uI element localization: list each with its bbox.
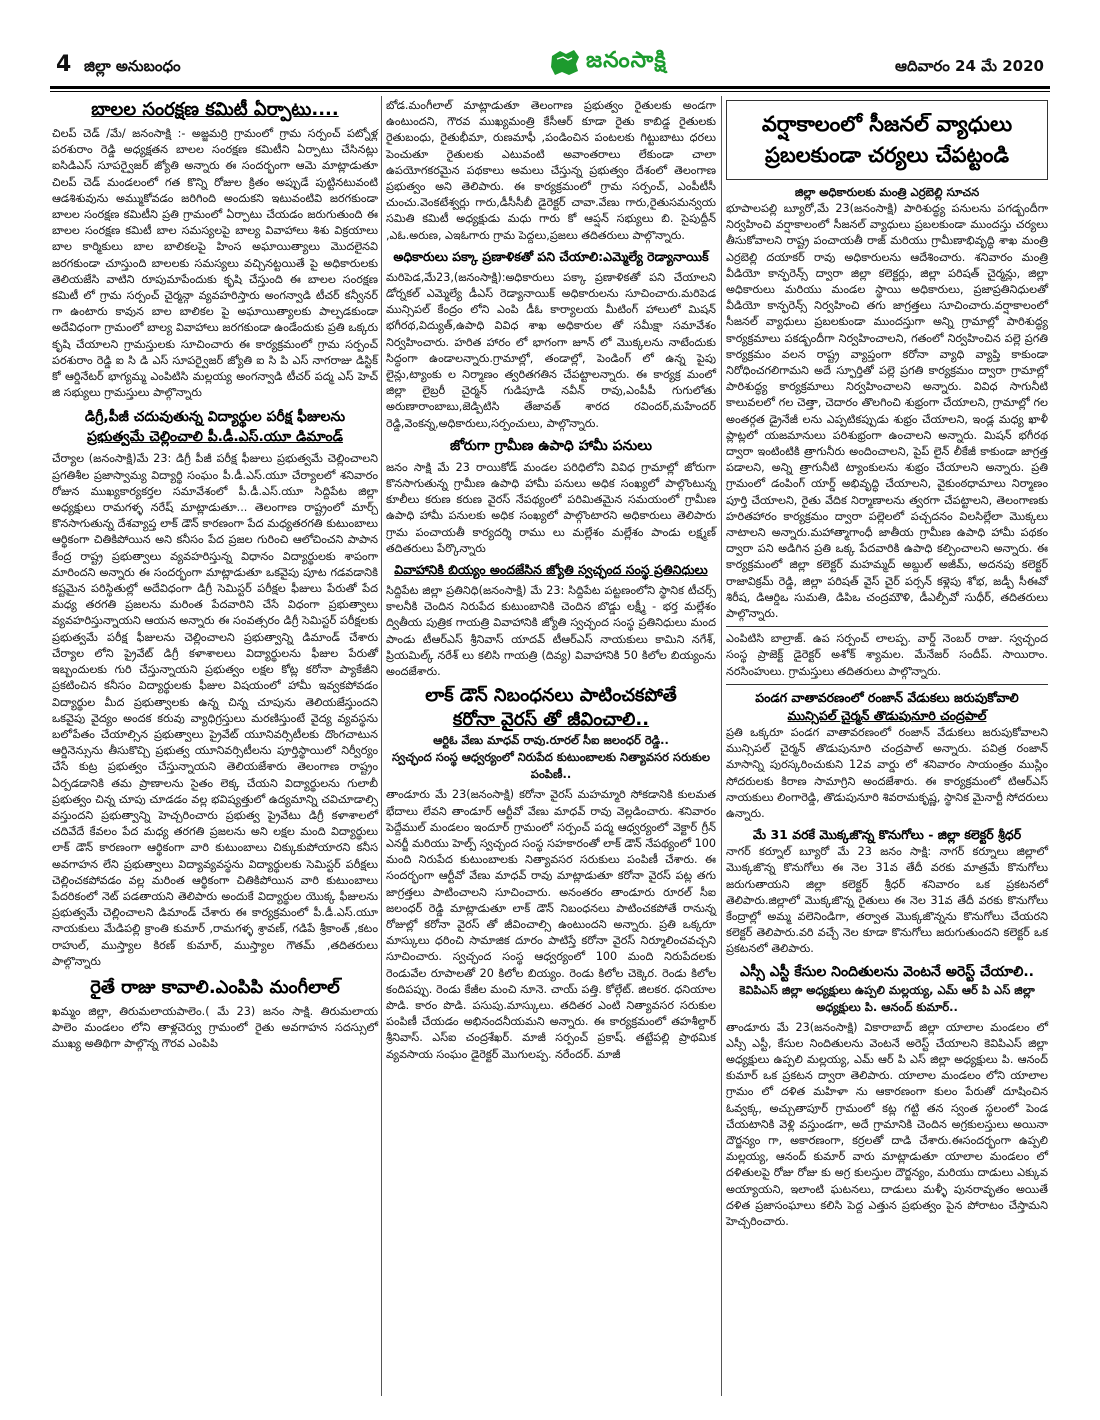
article-body: ఖమ్మం జిల్లా, తిరుమలాయపాలెం.( మే 23) జనం సాక్షి. తిరుమలాయ పాలెం మండలం లోని తాళ్లచెర్వు గ్రామంలో రైతు అవగాహన సదస్సులో ముఖ్య అతిథిగా పాల్గొన్న గౌరవ ఎంపిపి — [52, 1004, 378, 1051]
article-headline: అధికారులు పక్కా ప్రణాళికతో పని చేయాలి:ఎమ్మెల్యే రెడ్యానాయిక్ — [393, 248, 709, 264]
article-headline: బాలల సంరక్షణ కమిటీ ఏర్పాటు.... — [91, 99, 339, 120]
article-headline: మే 31 వరకే మొక్కజొన్న కొనుగోలు - జిల్లా కలెక్టర్ శ్రీధర్ — [752, 827, 1022, 843]
article-headline: ఎస్సీ ఎస్టీ కేసుల నిందితులను వెంటనే అరెస్ట్ చేయాలి.. — [740, 963, 1034, 980]
article-headline: జోరుగా గ్రామీణ ఉపాధి హామీ పనులు — [450, 437, 652, 454]
column-divider — [721, 96, 722, 1396]
article-headline: పండగ వాతావరణంలో రంజాన్ వేడుకలు జరుపుకోవాలి — [755, 689, 1019, 705]
column-2 — [386, 98, 716, 1063]
article-body-continued: ఎంపిటిసి బాల్రాజ్. ఉప సర్పంచ్ లాలప్ప. వార్డ్ నెంబర్ రాజు. స్వచ్ఛంద సంస్థ ప్రాజెక్ట్ డైరెక్టర్ అశోక్ శ్యామల. మేనేజర్ సందీప్. సాయిరాం. నరసింహులు. గ్రామస్తులు తదితరులు పాల్గొన్నారు. — [726, 632, 1048, 678]
header-rule — [50, 86, 1050, 89]
lead-headline: ప్రబలకుండా చర్యలు చేపట్టండి — [765, 143, 1009, 167]
newspaper-logo — [548, 44, 667, 82]
article-subheadline: జిల్లా అధికారులకు మంత్రి ఎర్రబెల్లి సూచన — [794, 185, 980, 199]
lead-headline: వర్షాకాలంలో సీజనల్ వ్యాధులు — [761, 112, 1013, 136]
section-title: జిల్లా అనుబంధం — [84, 57, 181, 75]
logo-text: జనంసాక్షి — [586, 48, 667, 73]
article-subheadline: స్వచ్ఛంద సంస్థ ఆధ్వర్యంలో నిరుపేద కుటుంబాలకు నిత్యావసర సరుకుల పంపిణీ.. — [391, 750, 711, 782]
article-headline: మున్సిపల్ చైర్మన్ తొడుపునూరి చంద్రపాల్ — [787, 707, 987, 723]
header-rule-thin — [50, 91, 1050, 92]
column-1 — [52, 98, 378, 1053]
article-headline: కరోనా వైరస్ తో జీవించాలి.. — [452, 709, 650, 731]
article-headline: లాక్ డౌన్ నిబంధనలు పాటించకపోతే — [425, 685, 677, 707]
masthead — [50, 44, 1050, 86]
article-subheadline: ఆర్టిఓ వేణు మాధవ్ రావు.రూరల్ సీఐ జలంధర్ రెడ్డి.. — [433, 733, 669, 748]
article-body: చేర్యాల (జనంసాక్షి)మే 23: డిగ్రీ పీజీ పరీక్ష ఫీజులు ప్రభుత్వమే చెల్లించాలని ప్రగతిశీల ప్రజాస్వామ్య విద్యార్థి సంఘం పీ.డీ.ఎస్.యూ చేర్యాలలో శనివారం రోజున ముఖ్యకార్యకర్తల సమావేశంలో పీ.డీ.ఎస్.యూ సిద్దిపేట జిల్లా అధ్యక్షులు రామగళ్ళ నరేష్ మాట్లాడుతూ... తెలంగాణ రాష్ట్రంలో మార్చ్ కొనసాగుతున్న దేశవ్యాప్త లాక్ డౌన్ కారణంగా పేద మధ్యతరగతి కుటుంబాలు ఆర్థికంగా చితికిపోయిన అని కనీసం పేద ప్రజల గురించి ఆలోచించని పాపాన కేంద్ర రాష్ట్ర ప్రభుత్వాలు వ్యవహరిస్తున్న విధానం విద్యార్థులకు శాపంగా మారిందని అన్నారు ఈ సందర్భంగా మాట్లాడుతూ ఒకవైపు పూట గడవడానికి కష్టమైన పరిస్థితుల్లో అదేవిధంగా డిగ్రీ సెమిస్టర్ పరీక్షల ఫీజులు పేరుతో పేద మధ్య తరగతి ప్రజలను మరింత పేదవారిని చేసే విధంగా ప్రభుత్వాలు వ్యవహరిస్తున్నాయని ఆయన అన్నారు ఈ సంవత్సరం డిగ్రీ సెమిస్టర్ పరీక్షలకు ప్రభుత్వమే పరీక్ష ఫీజులను చెల్లించాలని ప్రభుత్వాన్ని డిమాండ్ చేశారు చేర్యాల లోని ప్రైవేట్ డిగ్రీ కళాశాలలు విద్యార్థులను ఫీజుల పేరుతో ఇబ్బందులకు గురి చేస్తున్నాయని ప్రభుత్వం లక్షల కోట్ల కరోనా ప్యాకేజీని ప్రకటించిన కనీసం విద్యార్థులకు ఫీజుల విషయంలో హామీ ఇవ్వకపోవడం విద్యార్థుల మీద ప్రభుత్వాలకు ఉన్న చిన్న చూపును తెలియజేస్తుందని ఒకవైపు వైద్యం అందక కరువు వ్యాధిగ్రస్తులు మరణిస్తుంటే వైద్య వ్యవస్థను బలోపేతం చేయాల్సిన ప్రభుత్వాలు ప్రైవేట్ యూనివర్సిటీలకు దొంగచాటున ఆర్డినెన్సును తీసుకొచ్చి ప్రభుత్వ యూనివర్సిటీలను పూర్తిస్థాయిలో నిర్వీర్యం చేసే కుట్ర ప్రభుత్వం చేస్తున్నాయని తెలియజేశారు తెలంగాణ రాష్ట్రం ఏర్పడడానికి తమ ప్రాణాలను సైతం లెక్క చేయని విద్యార్థులను గులాబీ ప్రభుత్వం చిన్న చూపు చూడడం వల్ల భవిష్యత్తులో ఉద్యమాన్ని చవిచూడాల్సి వస్తుందని ప్రభుత్వాన్ని హెచ్చరించారు ప్రభుత్వ ప్రైవేటు డిగ్రీ కళాశాలలో చదివేదే కేవలం పేద మధ్య తరగతి ప్రజలను అని లక్షల మంది విద్యార్థులు లాక్ డౌన్ కారణంగా ఆర్థికంగా వారి కుటుంబాలు చిక్కుకుపోయారని కనీస అవగాహన లేని ప్రభుత్వాలు విద్యావ్యవస్థను విద్యార్థులకు సెమిస్టర్ పరీక్షలు చెల్లించకపోవడం వల్ల మరింత ఆర్థికంగా చితికిపోయిన వారి కుటుంబాలు పేదరికంలో నెట్ పడతాయని తెలిపారు అందుకే విద్యార్థుల యొక్క ఫీజులను ప్రభుత్వమే చెల్లించాలని డిమాండ్ చేశారు ఈ కార్యక్రమంలో పీ.డీ.ఎస్.యూ నాయకులు మేడిపల్లి క్రాంతి కుమార్ ,రామగళ్ళ శ్రావణ్, గడిపే శ్రీకాంత్ ,కటం రాహుల్, ముస్త్యాల కిరణ్ కుమార్, ముస్త్యాల గౌతమ్ ,తదితరులు పాల్గొన్నారు — [52, 452, 378, 968]
article-body: భూపాలపల్లి బ్యూరో,మే 23(జనంసాక్షి) పారిశుద్ధ్య పనులను పగడ్బందీగా నిర్వహించి వర్షాకాలంలో సీజనల్ వ్యాధులు ప్రబలకుండా ముందస్తు చర్యలు తీసుకోవాలని రాష్ట్ర పంచాయతీ రాజ్ మరియు గ్రామీణాభివృద్ధి శాఖ మంత్రి ఎర్రబెల్లి దయాకర్ రావు అధికారులను ఆదేశించారు. శనివారం మంత్రి వీడియో కాన్ఫరెన్స్ ద్వారా జిల్లా కలెక్టర్లు, జిల్లా పరిషత్ చైర్మన్లు, జిల్లా అధికారులు మరియు మండల స్థాయి అధికారులు, ప్రజాప్రతినిధులతో వీడియో కాన్ఫరెన్స్ నిర్వహించి తగు జాగ్రత్తలు సూచించారు.వర్షాకాలంలో సీజనల్ వ్యాధులు ప్రబలకుండా ముందస్తుగా అన్ని గ్రామాల్లో పారిశుద్ధ్య కార్యక్రమాలు పకడ్బందీగా నిర్వహించాలని, గతంలో నిర్వహించిన పల్లె ప్రగతి కార్యక్రమం వలన రాష్ట్ర వ్యాప్తంగా కరోనా వ్యాధి వ్యాప్తి కాకుండా నిరోధించగలిగామని అదే స్ఫూర్తితో పల్లె ప్రగతి కార్యక్రమం ద్వారా గ్రామాల్లో పారిశుద్ధ్య కార్యక్రమాలు నిర్వహించాలని అన్నారు. వివిధ సాగునీటి కాలువలలో గల చెత్తా, చెదారం తొలగించి శుభ్రంగా చేయాలని, గ్రామాల్లో గల అంతర్గత డ్రైనేజీ లను ఎప్పటికప్పుడు శుభ్రం చేయాలని, ఇండ్ల మధ్య ఖాళీ ప్లాట్లలో యజమానులు పరిశుభ్రంగా ఉంచాలని అన్నారు. మిషన్ భగీరథ ద్వారా ఇంటింటికి త్రాగునీరు అందించాలని, పైప్ లైన్ లీకేజీ కాకుండా జాగ్రత్త పడాలని, అన్ని త్రాగునీటి ట్యాంకులను శుభ్రం చేయాలని అన్నారు. ప్రతి గ్రామంలో డంపింగ్ యార్డ్ అభివృద్ధి చేయాలని, వైకుంఠధామాలు నిర్మాణం పూర్తి చేయాలని, రైతు వేదిక నిర్మాణాలను త్వరగా చేపట్టాలని, తెలంగాణకు హరితహారం కార్యక్రమం ద్వారా పల్లెలలో పచ్చదనం విలసిల్లేలా మొక్కలు నాటాలని అన్నారు.మహాత్మాగాంధీ జాతీయ గ్రామీణ ఉపాధి హామీ పథకం ద్వారా పని అడిగిన ప్రతి ఒక్క పేదవారికి ఉపాధి కల్పించాలని అన్నారు. ఈ కార్యక్రమంలో జిల్లా కలెక్టర్ మహమ్మద్ అబ్దుల్ అజీమ్, అదనపు కలెక్టర్ రాజావిక్రమ్ రెడ్డి, జిల్లా పరిషత్ వైస్ చైర్ పర్సన్ కళ్లెపు శోభ, జడ్పీ సీఈవో శిరీష, డిఆర్డిఒ సుమతి, డిపిఒ చంద్రమౌళి, డీఎల్పీవో సుధీర్, తదితరులు పాల్గొన్నారు. — [726, 202, 1048, 621]
column-divider — [381, 96, 382, 1396]
article-body: మరిపెడ,మే23,(జనంసాక్షి):అధికారులు పక్కా ప్రణాళికతో పని చేయాలని డోర్నకల్ ఎమ్మెల్యే డీఎస్ రెడ్యానాయిక్ అధికారులను సూచించారు.మరిపెడ మున్సిపల్ కేంద్రం లోని ఎంపి డీఓ కార్యాలయ మీటింగ్ హాలులో మిషన్ భగీరథ,విద్యుత్,ఉపాధి వివిధ శాఖ అధికారుల తో సమీక్షా సమావేశం నిర్వహించారు. హరిత హారం లో భాగంగా జూన్ లో మొక్కలను నాటేందుకు సిద్ధంగా ఉండాలన్నారు.గ్రామాల్లో, తండాల్లో, పెండింగ్ లో ఉన్న పైపు లైన్లు,ట్యాంకు ల నిర్మాణం త్వరితగతిన చేపట్టాలన్నారు. ఈ కార్యక్ర మంలో జిల్లా లైబ్రరీ చైర్మన్ గుడిపూడి నవీన్ రావు,ఎంపీపీ గుగులోతు అరుణారాంబాబు,జెడ్పిటిసి తేజావత్ శారద రవిందర్,మహేందర్ రెడ్డి,వెంకన్న,అధికారులు,సర్పంచులు, పాల్గొన్నారు. — [386, 270, 717, 430]
article-body: నాగర్ కర్నూల్ బ్యూరో మే 23 జనం సాక్షి: నాగర్ కర్నూలు జిల్లాలో మొక్కజొన్న కొనుగోలు ఈ నెల 31వ తేదీ వరకు మాత్రమే కొనుగోలు జరుగుతాయని జిల్లా కలెక్టర్ శ్రీధర్ శనివారం ఒక ప్రకటనలో తెలిపారు.జిల్లాలో మొక్కజొన్న రైతులు ఈ నెల 31వ తేదీ వరకు కొనుగోలు కేంద్రాల్లో అమ్మ వలెనిండిగా, తర్వాత మొక్కజొన్నను కొనుగోలు చేయరని కలెక్టర్ తెలిపారు.వరి వచ్చే నెల కూడా కొనుగోలు జరుగుతుందని కలెక్టర్ ఒక ప్రకటనలో తెలిపారు. — [726, 845, 1048, 956]
logo-map-icon — [548, 48, 582, 78]
article-body: చిలప్ చెడ్ /మే/ జనంసాక్షి :- అజ్జమర్రి గ్రామంలో గ్రామ సర్పంచ్ పట్నోళ్ల పరశురాం రెడ్డి అధ్యక్షతన బాలల సంరక్షణ కమిటీని ఏర్పాటు చేసినట్లు ఐసిడిఎస్ సూపర్వైజర్ జ్యోతి అన్నారు ఈ సందర్భంగా ఆమె మాట్లాడుతూ చిలప్ చెడ్ మండలంలో గత కొన్ని రోజుల క్రితం అప్పుడే పుట్టినటువంటి ఆడశిశువును అమ్ముకోవడం జరిగింది అందుకని ఇటువంటివి జరగకుండా బాలల సంరక్షణ కమిటీని ప్రతి గ్రామంలో ఏర్పాటు చేయడం జరుగుతుంది ఈ బాలల సంరక్షణ కమిటీ బాల సమస్యలపై బాల్య వివాహాలు శిశు విక్రయాలు బాల కార్మికులు బాల బాలికలపై హింస అఘాయిత్యాలు మొదలైనవి జరగకుండా చూస్తుంది బాలలకు సమస్యలు వచ్చినట్టయితే పై అధికారులకు తెలియజేసి వాటిని రూపుమాపేందుకు కృషి చేస్తుంది ఈ బాలల సంరక్షణ కమిటీ లో గ్రామ సర్పంచ్ చైర్మన్గా వ్యవహరిస్తారు అంగన్వాడి టీచర్ కన్వీనర్ గా ఉంటారు కావున బాల బాలికల పై అఘాయిత్యాలకు పాల్పడకుండా అదేవిధంగా గ్రామంలో బాల్య వివాహాలు జరగకుండా ఉండేందుకు ప్రతి ఒక్కరు కృషి చేయాలని గ్రామస్తులకు సూచించారు ఈ కార్యక్రమంలో గ్రామ సర్పంచ్ పరశురాం రెడ్డి ఐ సి డి ఎస్ సూపర్వైజర్ జ్యోతి ఐ సి పి ఎస్ నాగరాజు డిస్టిక్ కో ఆర్డినేటర్ భాగ్యమ్మ ఎంపిటిసి మల్లయ్య అంగన్వాడి టీచర్ పద్మ ఎస్ హెచ్ జి సభ్యులు గ్రామస్తులు పాల్గొన్నారు — [52, 127, 378, 400]
lead-headline-box — [726, 100, 1048, 180]
article-headline: వివాహానికి బియ్యం అందజేసిన జ్యోతి స్వచ్ఛంద సంస్థ ప్రతినిధులు — [394, 562, 708, 578]
article-headline: డిగ్రీ,పీజీ చదువుతున్న విద్యార్థుల పరీక్ష ఫీజులను — [84, 409, 346, 426]
article-headline: ప్రభుత్వమే చెల్లించాలి పీ.డీ.ఎస్.యూ డిమాండ్ — [87, 429, 343, 446]
article-body: జనం సాక్షి మే 23 రాయికోడ్ మండల పరిధిలోని వివిధ గ్రామాల్లో జోరుగా కొనసాగుతున్న గ్రామీణ ఉపాధి హామీ పనులు అధిక సంఖ్యలో పాల్గొంటున్న కూలీలు కరుణ కరుణ వైరస్ నేపథ్యంలో పరిమితమైన సమయంలో గ్రామీణ ఉపాధి హామీ పనులకు అధిక సంఖ్యలో పాల్గొంటారని అధికారులు తెలిపారు గ్రామ పంచాయతీ కార్యదర్శి రాము లు మల్లేశం మల్లేశం పాండు లక్ష్మణ్ తదితరులు పేర్కొన్నారు — [386, 460, 716, 555]
article-subheadline: కెవిపిఎస్ జిల్లా అధ్యక్షులు ఉప్పలి మల్లయ్య, ఎమ్ ఆర్ పి ఎస్ జిల్లా అధ్యక్షులు పి. ఆనంద్ కుమార్.. — [739, 982, 1035, 1014]
article-body-continued: బోడ.మంగీలాల్ మాట్లాడుతూ తెలంగాణ ప్రభుత్వం రైతులకు అండగా ఉంటుందని, గౌరవ ముఖ్యమంత్రి కేసీఆర్ కూడా రైతు కాబిడ్డ రైతులకు రైతుబంధు, రైతుభీమా, రుణమాఫీ ,పండించిన పంటలకు గిట్టుబాటు ధరలు పెంచుతూ రైతులకు ఎటువంటి అవాంతరాలు లేకుండా చాలా ఉపయోగకరమైన పథకాలు అమలు చేస్తున్న ప్రభుత్వం దేశంలో తెలంగాణ ప్రభుత్వం అని తెలిపారు. ఈ కార్యక్రమంలో గ్రామ సర్పంచ్, ఎంపీటీసీ చుంచు.వెంకటేశ్వర్లు గారు,డీసీసీబీ డైరెక్టర్ చావా.వేణు గారు,రైతుసమన్వయ సమితి కమిటీ అధ్యక్షుడు మధు గారు కో ఆప్షన్ సభ్యులు బి. సైపుద్దీన్ ,ఎఓ.అరుణ, ఎఇఓగారు గ్రామ పెద్దలు,ప్రజలు తదితరులు పాల్గొన్నారు. — [386, 99, 716, 242]
article-headline: రైతే రాజు కావాలి.ఎంపిపి మంగీలాల్ — [90, 976, 340, 998]
page-number: 4 — [56, 52, 72, 77]
article-body: తాండూరు మే 23(జనంసాక్షి) వికారాబాద్ జిల్లా యాలాల మండలం లో ఎస్సీ ఎస్టీ, కేసుల నిందితులను వెంటనే అరెస్ట్ చేయాలని కెవిపిఎస్ జిల్లా అధ్యక్షులు ఉప్పలి మల్లయ్య, ఎమ్ ఆర్ పి ఎస్ జిల్లా అధ్యక్షులు పి. ఆనంద్ కుమార్ ఒక ప్రకటన ద్వారా తెలిపారు. యాలాల మండలం లోని యాలాల గ్రామం లో దళిత మహిళా ను ఆకారణంగా కులం పేరుతో దూషించిన ఓవ్వక్క, అచ్చుతాపూర్ గ్రామంలో కట్ల గట్టి తన స్వంత స్థలంలో పెండ చేయటానికి వెళ్లి వస్తుండగా, అదే గ్రామానికి చెందిన అగ్రకులస్తులు అయినా దౌర్జన్యం గా, అకారణంగా, కర్రలతో దాడి చేశారు.ఈసందర్భంగా ఉప్పలి మల్లయ్య, ఆనంద్ కుమార్ వారు మాట్లాడుతూ యాలాల మండలం లో దళితులపై రోజు రోజు కు అగ్ర కులస్తుల దౌర్జన్యం, మరియు దాడులు ఎక్కువ అయ్యాయని, ఇలాంటి ఘటనలు, దాడులు మళ్ళీ పునరావృతం అయితే దళిత ప్రజాసంఘాలు కలిసి పెద్ద ఎత్తున ప్రభుత్వం పైన పోరాటం చేస్తామని హెచ్చరించారు. — [726, 1020, 1048, 1228]
column-3 — [726, 98, 1048, 1230]
article-divider — [726, 626, 1048, 627]
article-body: సిద్దిపేట జిల్లా ప్రతినిధి(జనంసాక్షి) మే 23: సిద్దిపేట పట్టణంలోని స్థానిక టీచర్స్ కాలనీకి చెందిన నిరుపేద కుటుంబానికి చెందిన బొడ్డు లక్ష్మీ - భర్త మల్లేశం ద్వితీయ పుత్రిక గాయత్రి వివాహానికి జ్యోతి స్వచ్ఛంద సంస్థ ప్రతినిధులు మంద పాండు టీఆర్ఎస్ శ్రీనివాస్ యాదవ్ టీఆర్ఎస్ నాయకులు కామిని నగేశ్, ప్రియమిల్క్ నరేశ్ లు కలిసి గాయత్రి (దివ్య) వివాహానికి 50 కిలోల బియ్యంను అందజేశారు. — [386, 584, 716, 679]
issue-date: ఆదివారం 24 మే 2020 — [895, 57, 1044, 75]
article-body: ప్రతి ఒక్కరూ పండగ వాతావరణంలో రంజాన్ వేడుకలు జరుపుకోవాలని మున్సిపల్ చైర్మన్ తొడుపునూరి చంద్రపాల్ అన్నారు. పవిత్ర రంజాన్ మాసాన్ని పురస్కరించుకుని 12వ వార్డు లో శనివారం సాయంత్రం ముస్లిం సోదరులకు కిరాణ సామాగ్రిని అందజేశారు. ఈ కార్యక్రమంలో టిఆర్ఎస్ నాయకులు లింగారెడ్డి, తొడుపునూరి శివరామకృష్ణ, స్థానిక మైనార్టీ సోదరులు ఉన్నారు. — [726, 725, 1048, 820]
article-body: తాండూరు మే 23(జనంసాక్షి) కరోనా వైరస్ మహమ్మారి సోకడానికి కులమత భేదాలు లేవని తాండూర్ ఆర్టీవో వేణు మాధవ్ రావు వెల్లడించారు. శనివారం పెద్దేముల్ మండలం ఇందూర్ గ్రామంలో సర్పంచ్ పద్మ ఆధ్వర్యంలో వెక్టార్ గ్రీన్ ఎనర్జీ మరియు హెల్ప్ స్వచ్ఛంద సంస్థ సహకారంతో లాక్ డౌన్ నేపథ్యంలో 100 మంది నిరుపేద కుటుంబాలకు నిత్యావసర సరుకులు పంపిణీ చేశారు. ఈ సందర్భంగా ఆర్టీవో వేణు మాధవ్ రావు మాట్లాడుతూ కరోనా వైరస్ పట్ల తగు జాగ్రత్తలు పాటించాలని సూచించారు. అనంతరం తాండూరు రూరల్ సీఐ జలంధర్ రెడ్డి మాట్లాడుతూ లాక్ డౌన్ నిబంధనలు పాటించకపోతే రానున్న రోజుల్లో కరోనా వైరస్ తో జీవించాల్సి ఉంటుందని అన్నారు. ప్రతి ఒక్కరూ మాస్కులు ధరించి సామాజిక దూరం పాటిస్తే కరోనా వైరస్ నిర్మూలించవచ్చని సూచించారు. స్వచ్ఛంద సంస్థ ఆధ్వర్యంలో 100 మంది నిరుపేదలకు రెండువేల రూపాలతో 20 కిలోల బియ్యం. రెండు కిలోల చెక్కెర. రెండు కిలోల కందిపప్పు. రెండు కేజీల మంచి నూనె. చాయ్ పత్తి. కోల్గేట్. జిలకర. ధనియాల పొడి. కారం పొడి. పసుపు.మాస్కులు. తదితర ఎంటి నిత్యావసర సరుకుల పంపిణీ చేయడం అభినందనీయమని అన్నారు. ఈ కార్యక్రమంలో తహశీల్దార్ శ్రీనివాస్. ఎస్ఐ చంద్రశేఖర్. మాజీ సర్పంచ్ ప్రకాష్. తట్టేపల్లి ప్రాథమిక వ్యవసాయ సంఘం డైరెక్టర్ మొగులప్ప. నరేందర్. మాజీ — [386, 788, 716, 1061]
article-divider — [726, 684, 1048, 685]
